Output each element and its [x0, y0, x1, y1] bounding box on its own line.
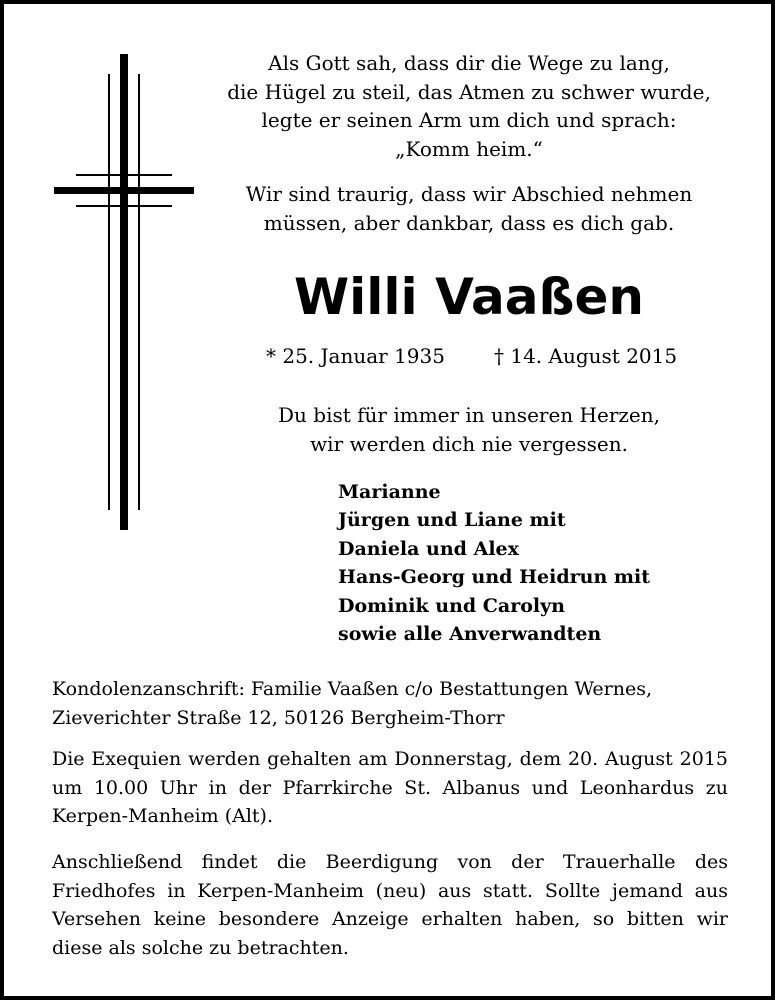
condolence-line: Zieverichter Straße 12, 50126 Bergheim-Thorr: [52, 706, 505, 729]
burial-text: Anschließend findet die Beerdigung von der Trauerhalle des Friedhofes in Kerpen-Manheim (neu) aus statt. Sollte jemand aus Versehen keine besondere Anzeige erhalten haben, so bitten wir diese als solche zu betrachten.: [52, 851, 728, 959]
condolence-address: [52, 675, 728, 732]
mourners-list: [338, 478, 650, 648]
mourner-entry: Hans-Georg und Heidrun mit: [338, 566, 650, 589]
farewell-line: Wir sind traurig, dass wir Abschied nehmen: [245, 182, 693, 206]
memorial-verse: [216, 401, 722, 458]
mourner-entry: Marianne: [338, 481, 441, 503]
mourner-entry: Dominik und Carolyn: [338, 594, 565, 617]
funeral-mass-text: Die Exequien werden gehalten am Donnerstag, dem 20. August 2015 um 10.00 Uhr in der Pfarrkirche St. Albanus und Leonhardus zu Kerpen-Manheim (Alt).: [52, 748, 728, 827]
poem-line: legte er seinen Arm um dich und sprach:: [261, 108, 677, 132]
deceased-name: Willi Vaaßen: [293, 268, 645, 326]
death-date: † 14. August 2015: [494, 344, 678, 368]
memorial-line: wir werden dich nie vergessen.: [310, 431, 628, 456]
memorial-line: Du bist für immer in unseren Herzen,: [278, 403, 660, 427]
poem-line: Als Gott sah, dass dir die Wege zu lang,: [268, 51, 670, 75]
mourner-entry: Daniela und Alex: [338, 537, 519, 560]
condolence-line: Kondolenzanschrift: Familie Vaaßen c/o Bestattungen Wernes,: [52, 678, 653, 700]
mourner-entry: Jürgen und Liane mit: [338, 509, 566, 532]
farewell-line: müssen, aber dankbar, dass es dich gab.: [263, 210, 675, 235]
farewell-verse: [216, 180, 722, 237]
cross-icon: [54, 54, 194, 530]
poem-verse: [216, 49, 722, 163]
funeral-mass-info: [52, 745, 728, 831]
mourner-entry: sowie alle Anverwandten: [338, 623, 602, 646]
birth-date: * 25. Januar 1935: [266, 344, 445, 368]
poem-line: die Hügel zu steil, das Atmen zu schwer wurde,: [227, 79, 711, 104]
burial-info: [52, 848, 728, 962]
poem-line: „Komm heim.“: [395, 136, 543, 161]
